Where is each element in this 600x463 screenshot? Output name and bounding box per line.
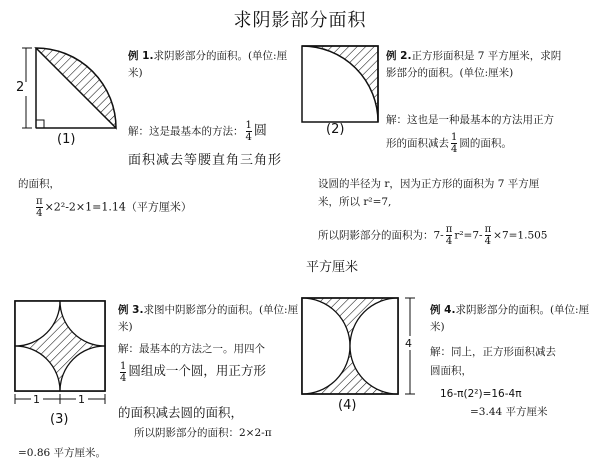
ex1-sol-c: 面积减去等腰直角三角形	[128, 153, 283, 168]
figure-4-label: (4)	[338, 398, 357, 413]
figure-4	[300, 296, 418, 396]
ex2-frac-2	[485, 224, 492, 247]
ex1-frac-num: 1	[245, 120, 252, 131]
figure-1-label: (1)	[57, 132, 76, 147]
ex3-frac-den: 4	[120, 372, 127, 384]
ex2-frac-1	[446, 224, 453, 247]
ex1-frac-den: 4	[245, 132, 252, 143]
ex3-sol-d: 所以阴影部分的面积：2×2-π	[134, 427, 272, 439]
page-title: 求阴影部分面积	[233, 10, 367, 31]
dim-label-4: 4	[405, 337, 412, 350]
ex1-calc-text: ×2²-2×1=1.14（平方厘米）	[44, 200, 192, 214]
figure-2	[300, 44, 380, 124]
dim-label-3b: 1	[78, 393, 85, 406]
ex2-frac-num: 1	[451, 132, 458, 143]
ex3-question-text: 求图中阴影部分的面积。(单位:厘米)	[118, 304, 299, 333]
ex2-pi-2: π	[484, 224, 492, 235]
ex3-sol-c: 的面积减去圆的面积，	[118, 405, 244, 420]
ex3-solution-line2	[118, 360, 266, 384]
ex3-label: 例 3.	[118, 304, 144, 316]
ex2-question-b: 影部分的面积。(单位:厘米)	[386, 67, 514, 79]
dim-label-1: 2	[16, 80, 25, 95]
ex2-label: 例 2.	[386, 50, 412, 62]
ex1-solution-line1	[128, 120, 267, 143]
ex2-sol-c: 圆的面积。	[459, 137, 512, 150]
ex4-sol-a: 解：同上，正方形面积减去	[430, 346, 556, 358]
ex4-sol-c-a: 16-π(	[440, 388, 468, 400]
ex1-question	[128, 48, 300, 82]
ex1-calc-frac	[36, 196, 43, 219]
ex1-label: 例 1.	[128, 50, 154, 62]
figure-3-label: (3)	[50, 412, 69, 427]
ex1-question-text: 求阴影部分的面积。(单位:厘米)	[128, 50, 288, 79]
ex3-fraction	[120, 361, 126, 384]
ex2-sol-f	[318, 224, 548, 247]
ex2-sol-b: 形的面积减去	[386, 137, 449, 150]
ex3-frac-num: 1	[120, 360, 127, 372]
ex4-question-text: 求阴影部分的面积。(单位:厘米)	[430, 304, 590, 333]
ex2-mid: r²=7-	[454, 229, 483, 242]
ex4-sol-c	[440, 386, 522, 403]
ex1-calc-pi: π	[36, 196, 43, 207]
ex2-question	[386, 48, 592, 82]
ex2-pi-1: π	[445, 224, 453, 235]
ex3-sol-a: 解：最基本的方法之一。用四个	[118, 343, 265, 355]
ex2-fraction	[451, 132, 457, 155]
ex4-label: 例 4.	[430, 304, 456, 316]
ex3-question	[118, 302, 300, 336]
ex1-sol-a: 解：这是最基本的方法：	[128, 125, 244, 138]
ex2-sol-a: 解：这也是一种最基本的方法用正方	[386, 114, 554, 126]
figure-1	[18, 42, 123, 132]
ex3-sol-e: =0.86 平方厘米。	[18, 447, 107, 459]
figure-2-label: (2)	[326, 122, 345, 137]
ex4-sol-d: =3.44 平方厘米	[470, 406, 548, 418]
dim-label-3a: 1	[33, 393, 40, 406]
ex1-sol-b: 圆	[253, 123, 267, 139]
ex2-solution-line2	[386, 132, 512, 155]
ex1-calc-den: 4	[36, 208, 43, 219]
ex2-unit: 平方厘米	[306, 260, 359, 275]
ex4-sol-b: 圆面积，	[430, 365, 472, 377]
ex2-den-1: 4	[445, 236, 453, 247]
ex2-sol-e: 米，所以 r²=7,	[318, 196, 392, 208]
ex2-question-a: 正方形面积是 7 平方厘米，求阴	[411, 50, 562, 62]
ex1-fraction	[246, 120, 252, 143]
figure-3	[12, 298, 112, 410]
ex4-sol-c-c: ²)=16-4π	[474, 388, 522, 400]
ex2-frac-den: 4	[451, 144, 458, 155]
ex2-sol-f-text: 所以阴影部分的面积为：7-	[318, 229, 444, 242]
ex4-sol-c-b: 2	[467, 388, 475, 400]
ex3-sol-b: 圆组成一个圆，用正方形	[128, 363, 266, 378]
ex2-end: ×7=1.505	[493, 229, 548, 242]
ex1-calc	[34, 196, 192, 219]
ex1-sol-d: 的面积，	[18, 178, 60, 190]
ex2-den-2: 4	[484, 236, 492, 247]
ex2-sol-d: 设圆的半径为 r，因为正方形的面积为 7 平方厘	[318, 178, 540, 190]
ex4-question	[430, 302, 590, 336]
